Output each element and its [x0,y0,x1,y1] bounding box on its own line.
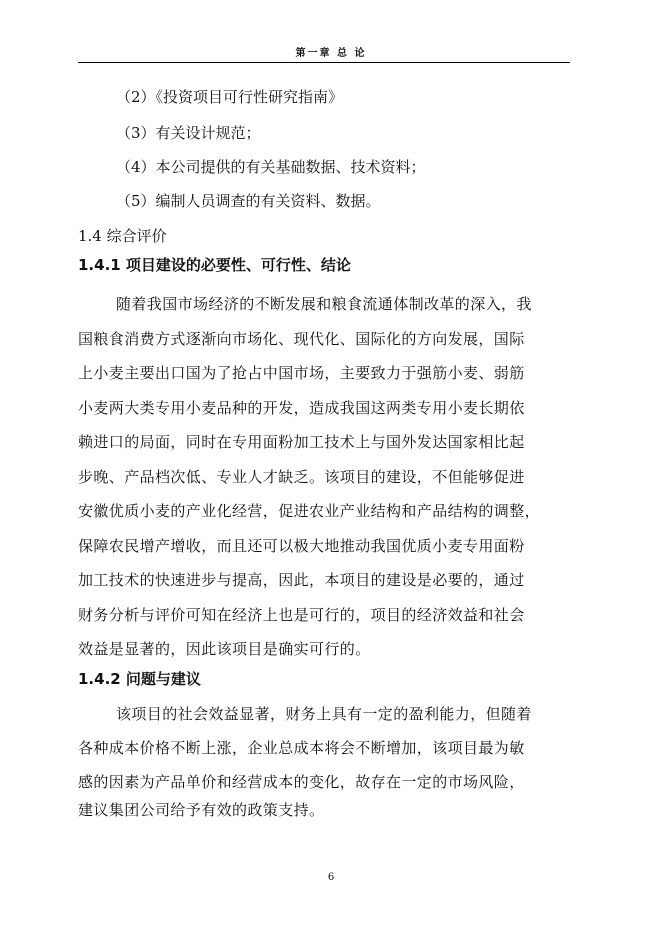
paragraph-line: 财务分析与评价可知在经济上也是可行的，项目的经济效益和社会 [78,606,525,624]
reference-item: （2）《投资项目可行性研究指南》 [116,88,344,106]
paragraph-line: 保障农民增产增收，而且还可以极大地推动我国优质小麦专用面粉 [78,537,525,555]
paragraph-line: 加工技术的快速进步与提高，因此，本项目的建设是必要的，通过 [78,571,525,589]
section-title: 1.4 综合评价 [78,227,167,245]
reference-item: （5）编制人员调查的有关资料、数据。 [116,192,381,210]
paragraph-line: 建议集团公司给予有效的政策支持。 [78,801,325,819]
paragraph-line: 步晚、产品档次低、专业人才缺乏。该项目的建设，不但能够促进 [78,468,525,486]
paragraph-line: 效益是显著的，因此该项目是确实可行的。 [78,640,371,658]
paragraph-line: 感的因素为产品单价和经营成本的变化，故存在一定的市场风险， [78,773,525,791]
header-rule [78,62,570,63]
paragraph-line: 小麦两大类专用小麦品种的开发，造成我国这两类专用小麦长期依 [78,399,525,417]
subsection-title: 1.4.1 项目建设的必要性、可行性、结论 [78,256,351,274]
paragraph-line: 安徽优质小麦的产业化经营，促进农业产业结构和产品结构的调整， [78,502,541,520]
paragraph-line: 赖进口的局面，同时在专用面粉加工技术上与国外发达国家相比起 [78,433,525,451]
reference-item: （3）有关设计规范； [116,124,261,142]
paragraph-line: 该项目的社会效益显著，财务上具有一定的盈利能力，但随着 [116,705,532,723]
page-header-title: 第一章 总 论 [295,48,367,59]
subsection-title: 1.4.2 问题与建议 [78,670,201,688]
reference-item: （4）本公司提供的有关基础数据、技术资料； [116,158,426,176]
page-number: 6 [327,872,335,883]
paragraph-line: 各种成本价格不断上涨，企业总成本将会不断增加，该项目最为敏 [78,739,525,757]
paragraph-line: 随着我国市场经济的不断发展和粮食流通体制改革的深入，我 [116,295,532,313]
paragraph-line: 国粮食消费方式逐渐向市场化、现代化、国际化的方向发展，国际 [78,330,525,348]
paragraph-line: 上小麦主要出口国为了抢占中国市场，主要致力于强筋小麦、弱筋 [78,364,525,382]
